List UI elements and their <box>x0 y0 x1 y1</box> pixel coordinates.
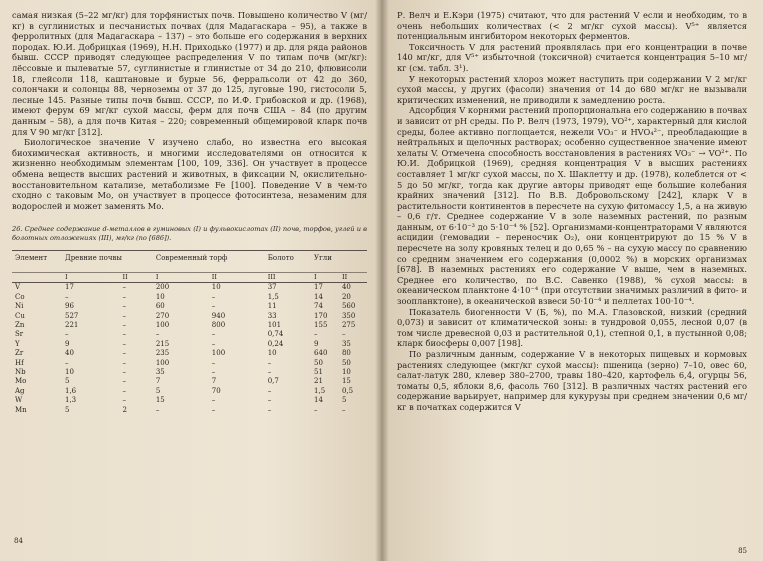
table-cell-value: – <box>211 302 216 311</box>
table-subheader: I <box>62 272 120 282</box>
left-page <box>0 0 381 561</box>
table-cell-value: 11 <box>267 302 277 311</box>
right-paragraph-3: У некоторых растений хлороз может наступить при содержании V 2 мг/кг сухой массы, у других (фасоли) значения от 14 до 680 мг/кг не вызывали критических изменений, не приводили к замедлению роста. <box>397 73 747 105</box>
table-cell-value: 35 <box>341 339 351 348</box>
table-cell-value: 50 <box>341 358 351 367</box>
table-subheader: II <box>209 272 265 282</box>
table-row <box>12 312 367 321</box>
table-cell-value: 10 <box>211 283 221 292</box>
table-cell-value: 10 <box>155 292 165 301</box>
metals-table <box>12 250 367 415</box>
page-number-left: 84 <box>14 537 23 545</box>
table-cell-value: 100 <box>155 358 170 367</box>
table-cell-value: – <box>122 367 127 376</box>
table-row <box>12 330 367 339</box>
left-paragraph-2: Биологическое значение V изучено слабо, но известна его высокая биохимическая активность, и многими исследователями он относится к жизненно необходимым элементам [100, 109, 336]. Он участвует в процессе обмена веществ высших растений и животных, в фиксации N, окислительно-восстановительном катализе, метаболизме Fe [100]. Поведение V в чем-то сходно с таковым Мо, он участвует в процессе фотосинтеза, незаменим для водорослей и может заменять Мо. <box>12 137 367 211</box>
table-cell-value: – <box>267 358 272 367</box>
table-cell-value: – <box>122 386 127 395</box>
table-header-coals: Угли <box>311 251 367 272</box>
table-cell-value: – <box>65 358 69 367</box>
table-cell-value: 170 <box>314 311 328 320</box>
table-cell-value: 940 <box>211 311 226 320</box>
table-cell-element: Zr <box>15 349 24 358</box>
table-cell-value: 14 <box>314 396 323 405</box>
table-cell-value: 1,5 <box>314 386 326 395</box>
table-cell-value: 100 <box>211 349 226 358</box>
table-subheader: I <box>311 272 339 282</box>
table-cell-value: 7 <box>155 377 161 386</box>
table-cell-value: 0,5 <box>341 386 354 395</box>
table-row <box>12 387 367 396</box>
table-cell-value: 350 <box>341 311 356 320</box>
table-row <box>12 283 367 293</box>
left-paragraph-1: самая низкая (5–22 мг/кг) для торфянистых почв. Повышено количество V (мг/кг) в суглинистых и песчанистых почвах (для Мадагаскара – 95), а также в ферролитных (для Мадагаскара – 137) – это больше его содержания в верхних породах. Ю.И. Добрицкая (1969), Н.Н. Приходько (1977) и др. для ряда районов бывш. СССР приводят следующее распределения V по типам почв (мг/кг): лёссовые и пылеватые 57, суглинистые и глинистые от 34 до 210, флювисоли 18, глейсоли 118, каштановые и бурые 56, ферральсоли от 42 до 360, солончаки и солонцы 88, черноземы от 37 до 125, луговые 190, гистосоли 5, лесные 145. Разные типы почв бывш. СССР, по И.Ф. Грибовской и др. (1968), имеют ферум 69 мг/кг сухой массы, ферм для почв США – 84 (по другим данным – 58), а для почв Китая – 220; современный общемировой кларк почв для V 90 мг/кг [312]. <box>12 10 367 137</box>
table-cell-value: 0,24 <box>267 339 284 348</box>
table-cell-value: – <box>211 339 216 348</box>
table-cell-value: 640 <box>314 349 328 358</box>
table-caption: 26. Среднее содержание d-металлов в гуминовых (I) и фульвокислотах (II) почв, торфов, углей и в болотных отложениях (III), мг/кг (по [686]). <box>12 225 367 242</box>
table-subheader: II <box>339 272 367 282</box>
table-cell-value: – <box>122 320 127 329</box>
table-cell-value: 20 <box>341 292 351 301</box>
table-header-element: Элемент <box>12 251 62 272</box>
table-cell-value: 17 <box>65 283 74 292</box>
table-cell-value: – <box>65 330 69 339</box>
table-cell-value: – <box>122 292 127 301</box>
table-cell-value: – <box>211 396 216 405</box>
table-cell-value: – <box>211 330 216 339</box>
table-cell-value: 35 <box>155 367 165 376</box>
table-cell-element: Y <box>15 339 20 348</box>
table-header-modern-peat: Современный торф <box>153 251 265 272</box>
right-paragraph-6: По различным данным, содержание V в некоторых пищевых и кормовых растениях следующее (мкг/кг сухой массы): пшеница (зерно) 7–10, овес 60, салат-латук 280, клевер 380–2700, травы 180–420, картофель 6,4, огурцы 56, томаты 0,5, яблоки 8,6, фасоль 760 [312]. В различных частях растений его содержание варьирует, например для кукурузы при среднем значении 0,6 мг/кг в початках содержится V <box>397 349 747 412</box>
table-cell-element: Mn <box>15 405 27 414</box>
table-subheader: III <box>265 272 311 282</box>
right-paragraph-4: Адсорбция V корнями растений пропорциональна его содержанию в почвах и зависит от pH среды. По Р. Велч (1973, 1979), VO²⁺, характерный для кислой среды, более активно поглощается, нежели VO₃⁻ и HVO₄²⁻, преобладающие в нейтральных и щелочных растворах; особенно существенное значение имеют хелаты V. Отмечена способность восстановления в растениях VO₃⁻ → VO²⁺. По Ю.И. Добрицкой (1969), средняя концентрация V в высших растениях составляет 1 мг/кг сухой массы, по Х. Шаклетту и др. (1978), колеблется от < 5 до 50 мг/кг, тогда как другие авторы приводят еще большие колебания крайних значений [312]. По В.В. Добровольскому [242], кларк V в растительности континентов в пересчете на сухую фитомассу 1,5, а на живую – 0,6 г/т. Среднее содержание V в золе наземных растений, по разным данным, от 6·10⁻³ до 5·10⁻⁴ % [52]. Организмами-концентраторами V являются асцидии (гемовадии – переносчик O₂), они концентрируют до 15 % V в пересчете на золу кровяных телец и до 0,65 % – на сухую массу по сравнению со средним значением его содержания (0,0002 %) в морских организмах [678]. В наземных растениях его содержание V выше, чем в наземных. Среднее его количество, по В.С. Савенко (1988), % сухой массы: в океаническом планктоне 4·10⁻⁴ (при отсутствии значимых различий в фито- и зоопланктоне), в океанической взвеси 50·10⁻⁴ и пеллетах 100·10⁻⁴. <box>397 105 747 307</box>
table-cell-value: 10 <box>65 367 74 376</box>
table-cell-value: 527 <box>65 311 79 320</box>
table-cell-value: – <box>65 292 69 301</box>
table-cell-value: 215 <box>155 339 170 348</box>
table-cell-value: 560 <box>341 302 356 311</box>
table-cell-value: – <box>122 377 127 386</box>
table-cell-value: – <box>211 405 216 414</box>
table-cell-value: 96 <box>65 302 74 311</box>
table-cell-value: – <box>122 330 127 339</box>
table-row <box>12 377 367 386</box>
table-cell-element: Mo <box>15 377 27 386</box>
table-cell-value: – <box>267 396 272 405</box>
table-cell-value: 70 <box>211 386 221 395</box>
table-header-ancient-soils: Древние почвы <box>62 251 153 272</box>
table-cell-value: – <box>122 311 127 320</box>
table-cell-value: 235 <box>155 349 170 358</box>
table-cell-value: 270 <box>155 311 170 320</box>
table-cell-element: Zn <box>15 320 25 329</box>
table-subheader: II <box>120 272 153 282</box>
table-cell-value: – <box>211 292 216 301</box>
table-cell-value: 1,3 <box>65 396 77 405</box>
table-cell-value: – <box>341 330 346 339</box>
table-cell-value: – <box>341 405 346 414</box>
table-row <box>12 340 367 349</box>
table-cell-value: – <box>314 330 318 339</box>
table-cell-value: 200 <box>155 283 170 292</box>
table-row <box>12 396 367 405</box>
table-cell-value: – <box>122 358 127 367</box>
table-cell-value: 21 <box>314 377 323 386</box>
table-cell-value: 15 <box>341 377 351 386</box>
table-cell-value: 155 <box>314 320 328 329</box>
table-cell-value: – <box>267 405 272 414</box>
table-cell-value: – <box>122 339 127 348</box>
table-cell-value: 40 <box>341 283 351 292</box>
table-cell-element: Sr <box>15 330 24 339</box>
table-cell-value: 60 <box>155 302 165 311</box>
table-cell-value: 15 <box>155 396 165 405</box>
page-number-right: 85 <box>738 547 747 555</box>
table-cell-value: 17 <box>314 283 323 292</box>
table-cell-value: 14 <box>314 292 323 301</box>
table-cell-value: – <box>211 367 216 376</box>
right-paragraph-1: Р. Велч и Е.Кэри (1975) считают, что для растений V если и необходим, то в очень небольших количествах (< 2 мг/кг сухой массы). V⁵⁺ является потенциальным ингибитором некоторых ферментов. <box>397 10 747 42</box>
table-cell-value: 0,74 <box>267 330 284 339</box>
table-cell-value: – <box>314 405 318 414</box>
table-cell-value: 40 <box>65 349 74 358</box>
table-row <box>12 406 367 415</box>
table-cell-value: 1,5 <box>267 292 279 301</box>
table-cell-value: – <box>267 386 272 395</box>
table-cell-value: 100 <box>155 320 170 329</box>
table-cell-value: 9 <box>65 339 70 348</box>
table-cell-value: 7 <box>211 377 217 386</box>
table-cell-value: – <box>155 330 160 339</box>
table-row <box>12 321 367 330</box>
table-cell-value: 101 <box>267 320 282 329</box>
table-cell-value: 33 <box>267 311 277 320</box>
table-row <box>12 359 367 368</box>
table-cell-value: 5 <box>341 396 347 405</box>
table-cell-element: Co <box>15 292 25 301</box>
table-body <box>12 283 367 415</box>
table-cell-value: 5 <box>65 377 70 386</box>
table-cell-element: Hf <box>15 358 24 367</box>
table-row <box>12 368 367 377</box>
table-cell-value: 80 <box>341 349 351 358</box>
table-cell-value: – <box>122 396 127 405</box>
table-cell-value: – <box>155 405 160 414</box>
table-cell-value: 221 <box>65 320 79 329</box>
table-cell-value: – <box>122 349 127 358</box>
table-header-swamp: Болото <box>265 251 311 272</box>
table-cell-value: 0,7 <box>267 377 279 386</box>
table-cell-element: Ni <box>15 302 24 311</box>
table-subheader: I <box>153 272 209 282</box>
table-cell-value: 9 <box>314 339 319 348</box>
table-cell-value: 51 <box>314 367 323 376</box>
table-cell-value: 5 <box>155 386 161 395</box>
table-cell-value: – <box>122 302 127 311</box>
table-cell-element: W <box>15 396 23 405</box>
table-cell-element: Ag <box>15 386 25 395</box>
table-cell-value: – <box>211 358 216 367</box>
table-cell-value: 275 <box>341 320 356 329</box>
right-page <box>381 0 763 561</box>
table-cell-element: Nb <box>15 367 26 376</box>
table-cell-value: – <box>267 367 272 376</box>
table-cell-value: 10 <box>267 349 277 358</box>
table-cell-value: 74 <box>314 302 323 311</box>
table-row <box>12 293 367 302</box>
table-cell-element: V <box>15 283 21 292</box>
right-paragraph-5: Показатель биогенности V (Б, %), по М.А. Глазовской, низкий (средний 0,073) и зависит от климатической зоны: в тундровой 0,055, лесной 0,07 (в том числе древесной 0,03 и растительной 0,1), степной 0,1, в пустынной 0,08; кларк биосферы 0,007 [198]. <box>397 306 747 349</box>
table-cell-value: – <box>122 283 127 292</box>
table-cell-value: 50 <box>314 358 323 367</box>
table-row <box>12 302 367 311</box>
table-cell-value: 10 <box>341 367 351 376</box>
table-cell-value: 800 <box>211 320 226 329</box>
right-paragraph-2: Токсичность V для растений проявлялась при его концентрации в почве 140 мг/кг, для V⁵⁺ избыточной (токсичной) считается концентрация 5–10 мг/кг (см. табл. 3¹). <box>397 41 747 73</box>
table-cell-value: 2 <box>122 405 127 414</box>
book-gutter <box>375 0 389 561</box>
table-cell-value: 1,6 <box>65 386 77 395</box>
table-row <box>12 349 367 358</box>
table-cell-element: Cu <box>15 311 25 320</box>
table-cell-value: 5 <box>65 405 70 414</box>
table-cell-value: 37 <box>267 283 277 292</box>
